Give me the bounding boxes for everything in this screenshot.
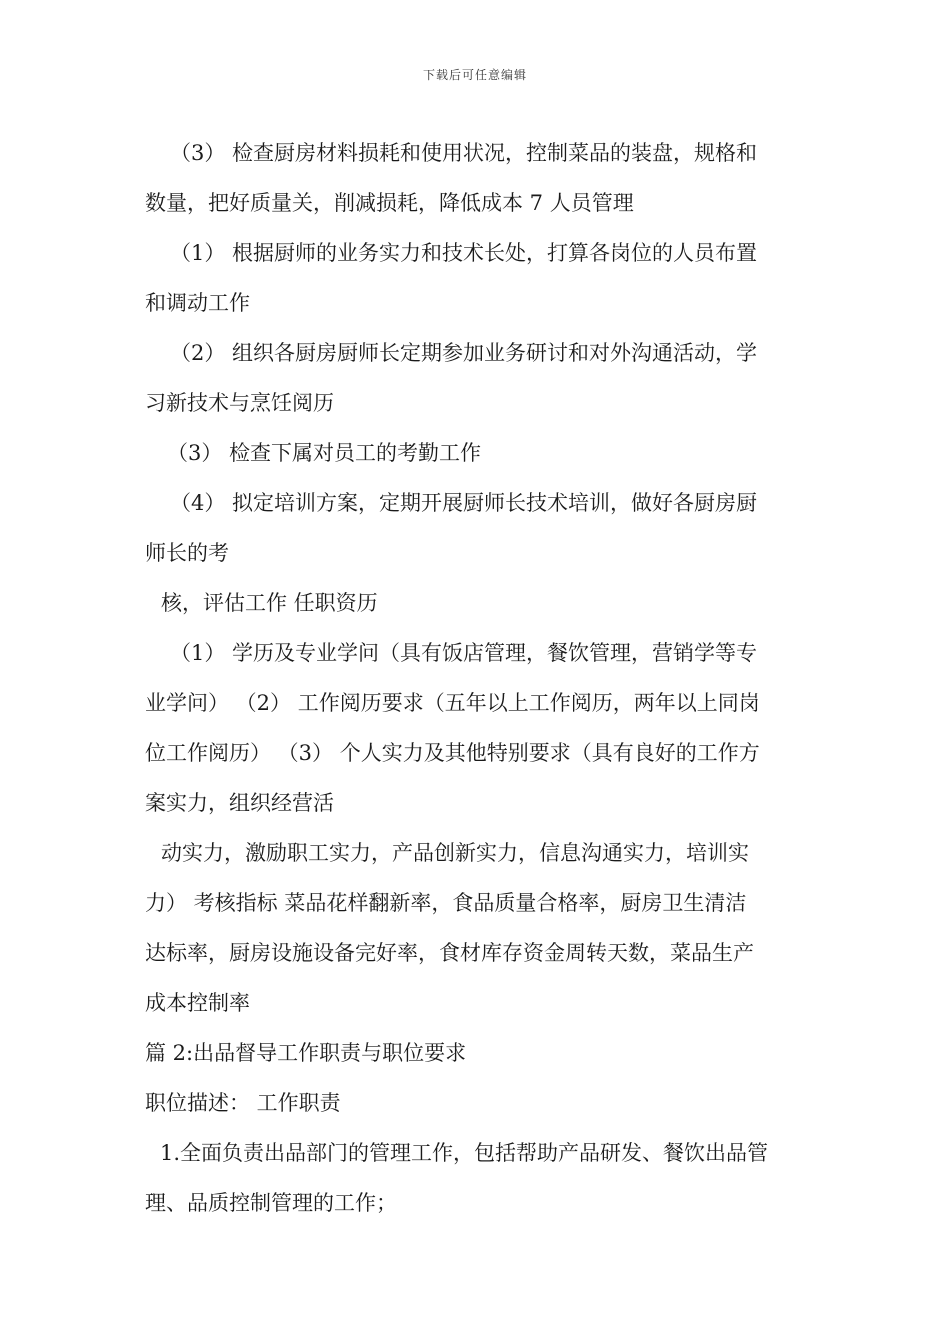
text-line: 1.全面负责出品部门的管理工作，包括帮助产品研发、餐饮出品管 (160, 1141, 769, 1165)
section-heading: 篇 2:出品督导工作职责与职位要求 (145, 1041, 467, 1065)
text-line: 习新技术与烹饪阅历 (145, 391, 334, 415)
text-line: （4） 拟定培训方案，定期开展厨师长技术培训，做好各厨房厨 (170, 491, 758, 515)
text-line: 案实力，组织经营活 (145, 791, 334, 815)
text-line: 和调动工作 (145, 291, 250, 315)
text-line: （3） 检查下属对员工的考勤工作 (167, 441, 482, 465)
text-line: （1） 学历及专业学问（具有饭店管理，餐饮管理，营销学等专 (170, 641, 758, 665)
document-body (145, 128, 810, 1228)
text-line: 职位描述： 工作职责 (145, 1091, 341, 1115)
text-line: （1） 根据厨师的业务实力和技术长处，打算各岗位的人员布置 (170, 241, 758, 265)
text-line: 理、品质控制管理的工作； (145, 1191, 397, 1215)
text-line: 达标率，厨房设施设备完好率，食材库存资金周转天数，菜品生产 (145, 941, 754, 965)
text-line: （2） 组织各厨房厨师长定期参加业务研讨和对外沟通活动，学 (170, 341, 758, 365)
text-line: 核，评估工作 任职资历 (161, 591, 378, 615)
text-line: （3） 检查厨房材料损耗和使用状况，控制菜品的装盘，规格和 (170, 141, 758, 165)
text-line: 位工作阅历） （3） 个人实力及其他特别要求（具有良好的工作方 (145, 741, 760, 765)
text-line: 成本控制率 (145, 991, 250, 1015)
text-line: 业学问） （2） 工作阅历要求（五年以上工作阅历，两年以上同岗 (145, 691, 760, 715)
text-line: 动实力，激励职工实力，产品创新实力，信息沟通实力，培训实 (161, 841, 749, 865)
text-line: 数量，把好质量关，削减损耗，降低成本 7 人员管理 (145, 191, 634, 215)
text-line: 力） 考核指标 菜品花样翻新率，食品质量合格率，厨房卫生清洁 (145, 891, 747, 915)
header-note: 下载后可任意编辑 (422, 68, 527, 82)
text-line: 师长的考 (145, 541, 229, 565)
